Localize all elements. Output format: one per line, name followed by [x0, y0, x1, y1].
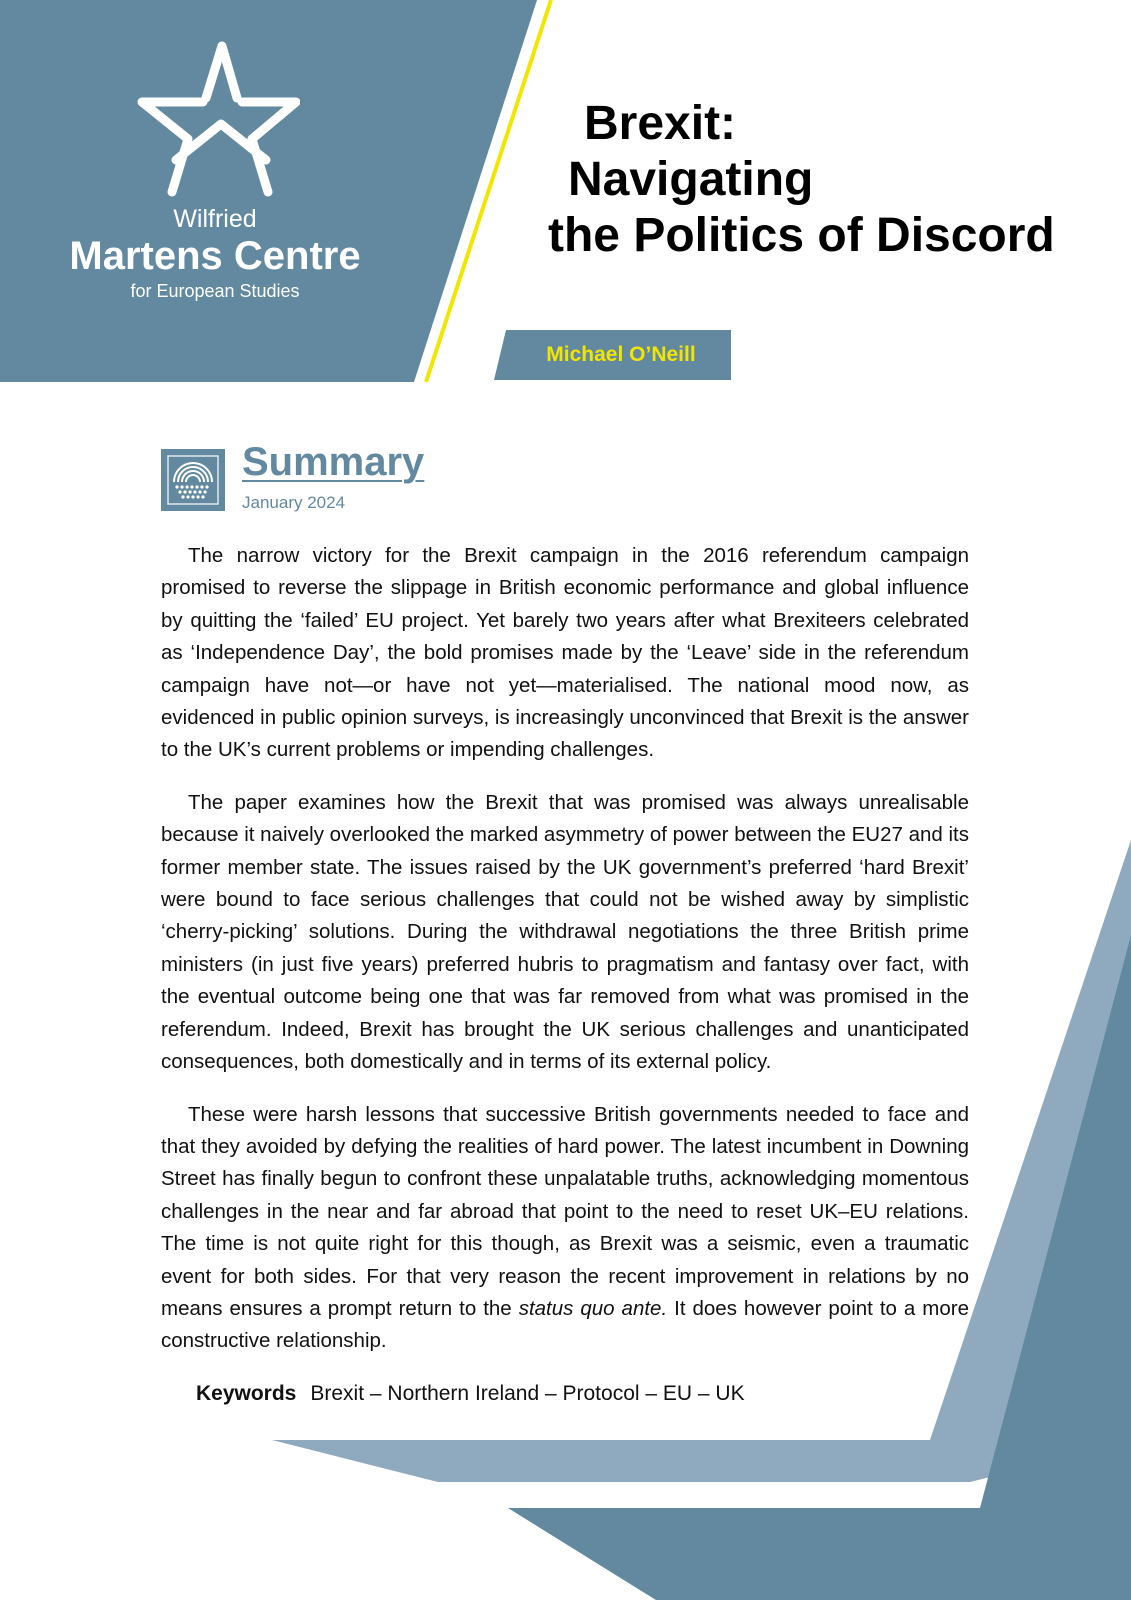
- page-title: [548, 96, 1055, 264]
- paragraph-1: The narrow victory for the Brexit campaign in the 2016 referendum campaign promised to reverse the slippage in British economic performance and global influence by quitting the ‘failed’ EU project. Yet barely two years after what Brexiteers celebrated as ‘Independence Day’, the bold promises made by the ‘Leave’ side in the referendum campaign have not—or have not yet—materialised. The national mood now, as evidenced in public opinion surveys, is increasingly unconvinced that Brexit is the answer to the UK’s current problems or impending challenges.: [161, 544, 969, 762]
- brand-line-2: Martens Centre: [69, 234, 361, 278]
- paragraph-3-text: These were harsh lessons that successive British governments needed to face and that they avoided by defying the realities of hard power. The latest incumbent in Downing Street has finally begun to confront these unpalatable truths, acknowledging momentous challenges in the near and far abroad that point to the need to reset UK–EU relations. The time is not quite right for this though, as Brexit was a seismic, even a traumatic event for both sides. For that very reason the recent improvement in relations by no means ensures a prompt return to the: [161, 1102, 969, 1320]
- star-icon: [130, 40, 300, 200]
- summary-body: [161, 540, 969, 1378]
- paragraph-2: The paper examines how the Brexit that was promised was always unrealisable because it naively overlooked the marked asymmetry of power between the EU27 and its former member state. The issues raised by the UK government’s preferred ‘hard Brexit’ were bound to face serious challenges that could not be wished away by simplistic ‘cherry-picking’ solutions. During the withdrawal negotiations the three British prime ministers (in just five years) preferred hubris to pragmatism and fantasy over fact, with the eventual outcome being one that was far removed from what was promised in the referendum. Indeed, Brexit has brought the UK serious challenges and unanticipated consequences, both domestically and in terms of its external policy.: [161, 790, 969, 1074]
- keywords-line: [196, 1382, 745, 1406]
- title-line-1: Brexit:: [584, 97, 737, 150]
- keywords-label: Keywords: [196, 1382, 297, 1405]
- summary-date: January 2024: [242, 493, 346, 512]
- paragraph-3-end: It does however point to a more constructive relationship.: [161, 1296, 969, 1353]
- brand-logo: [40, 40, 390, 304]
- brand-line-1: Wilfried: [173, 205, 257, 233]
- title-line-2: Navigating: [568, 153, 814, 206]
- paragraph-3-italic: status quo ante.: [518, 1296, 668, 1320]
- brand-line-3: for European Studies: [130, 281, 300, 301]
- author-name: Michael O’Neill: [546, 343, 696, 366]
- keywords-value: Brexit – Northern Ireland – Protocol – EU – UK: [310, 1382, 745, 1405]
- title-line-3: the Politics of Discord: [548, 209, 1055, 262]
- parliament-icon: [161, 449, 225, 511]
- paragraph-3: [161, 1099, 969, 1358]
- summary-heading: Summary: [242, 440, 425, 484]
- author-badge: [494, 330, 731, 380]
